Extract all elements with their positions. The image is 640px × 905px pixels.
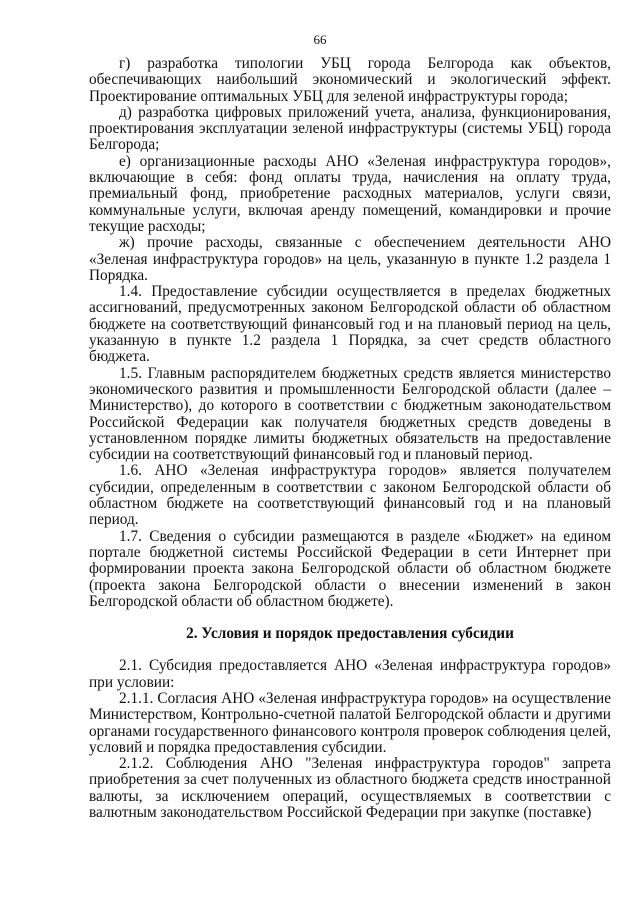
paragraph-zh: ж) прочие расходы, связанные с обеспечением деятельности АНО «Зеленая инфраструктура городов» на цель, указанную в пункте 1.2 раздела 1 Порядка.: [89, 234, 611, 284]
paragraph-2-1-1: 2.1.1. Согласия АНО «Зеленая инфраструктура городов» на осуществление Министерством, Контрольно-счетной палатой Белгородской области и другими органами государственного финансового контроля проверок соблюдения целей, условий и порядка предоставления субсидии.: [89, 689, 611, 756]
paragraph-1-6: 1.6. АНО «Зеленая инфраструктура городов» является получателем субсидии, определенным в соответствии с законом Белгородской области об областном бюджете на соответствующий финансовый год и на плановый период.: [89, 462, 611, 529]
paragraph-1-7: 1.7. Сведения о субсидии размещаются в разделе «Бюджет» на едином портале бюджетной системы Российской Федерации в сети Интернет при формировании проекта закона Белгородской области об областном бюджете (проекта закона Белгородской области о внесении изменений в закон Белгородской области об областном бюджете).: [89, 527, 611, 610]
paragraph-2-1: 2.1. Субсидия предоставляется АНО «Зеленая инфраструктура городов» при условии:: [89, 657, 611, 691]
paragraph-d: д) разработка цифровых приложений учета, анализа, функционирования, проектирования эксплуатации зеленой инфраструктуры (системы УБЦ) города Белгорода;: [89, 103, 611, 154]
paragraph-2-1-2: 2.1.2. Соблюдения АНО "Зеленая инфраструктура городов" запрета приобретения за счет полученных из областного бюджета средств иностранной валюты, за исключением операций, осуществляемых в соответствии с валютным законодательством Российской Федерации при закупке (поставке): [89, 755, 611, 822]
paragraph-e: е) организационные расходы АНО «Зеленая инфраструктура городов», включающие в себя: фонд оплаты труда, начисления на оплату труда, премиальный фонд, приобретение расходных материалов, услуги связи, коммунальные услуги, включая аренду помещений, командировки и прочие текущие расходы;: [89, 152, 611, 235]
page-number: 66: [313, 32, 327, 47]
paragraph-g: г) разработка типологии УБЦ города Белгорода как объектов, обеспечивающих наибольший экономический и экологический эффект. Проектирование оптимальных УБЦ для зеленой инфраструктуры города;: [89, 55, 611, 105]
document-body: [89, 56, 611, 821]
section-heading: 2. Условия и порядок предоставления субсидии: [186, 625, 514, 643]
paragraph-1-4: 1.4. Предоставление субсидии осуществляется в пределах бюджетных ассигнований, предусмотренных законом Белгородской области об областном бюджете на соответствующий финансовый год и на плановый период на цель, указанную в пункте 1.2 раздела 1 Порядка, за счет средств областного бюджета.: [89, 283, 611, 366]
paragraph-1-5: 1.5. Главным распорядителем бюджетных средств является министерство экономического развития и промышленности Белгородской области (далее – Министерство), до которого в соответствии с бюджетным законодательством Российской Федерации как получателя бюджетных средств доведены в установленном порядке лимиты бюджетных обязательств на предоставление субсидии на соответствующий финансовый год и плановый период.: [89, 364, 611, 464]
